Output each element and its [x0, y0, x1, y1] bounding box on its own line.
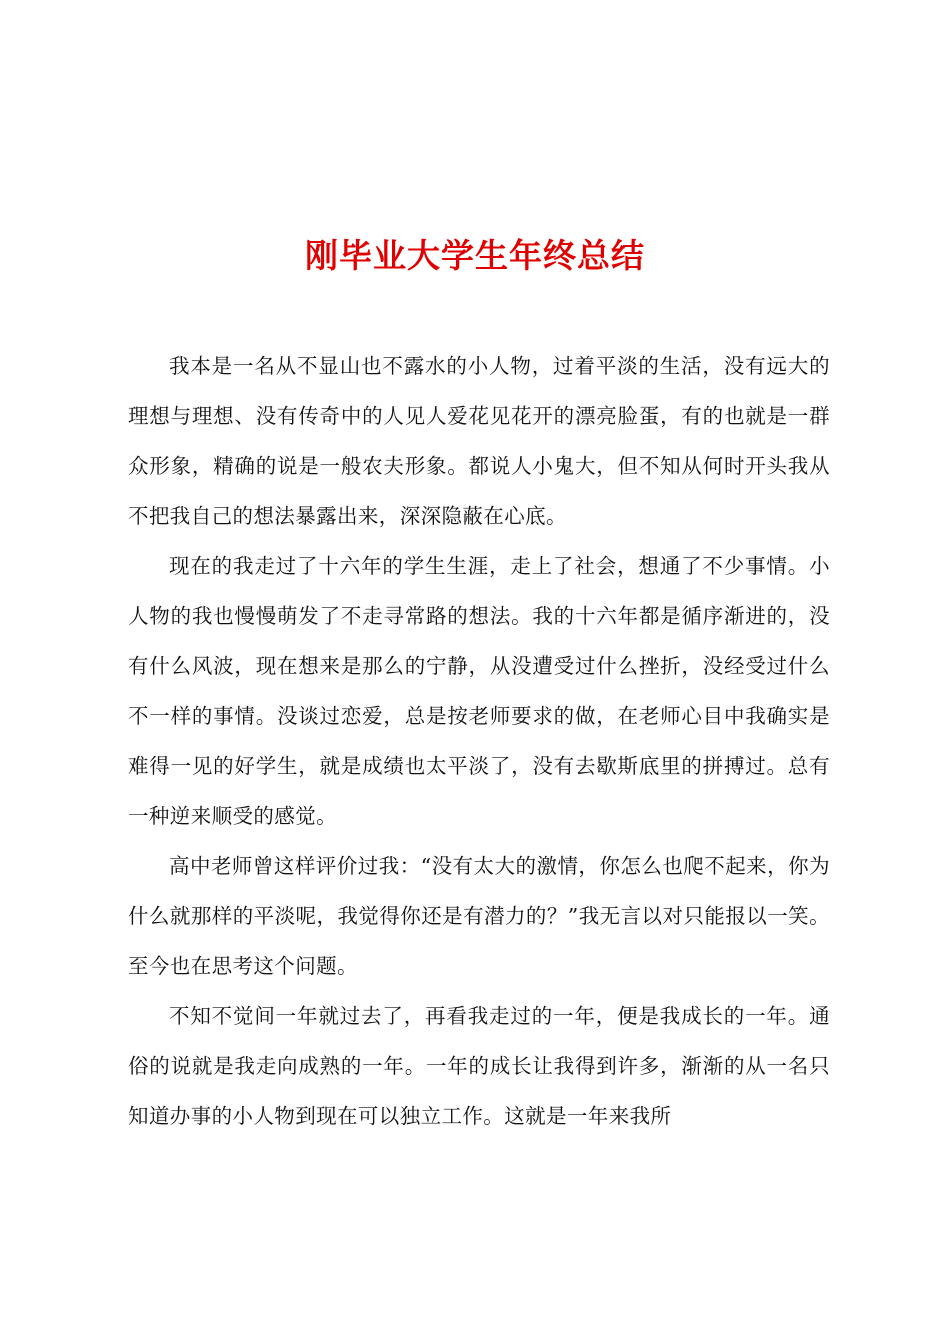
document-body	[128, 341, 830, 1141]
paragraph-4: 不知不觉间一年就过去了，再看我走过的一年，便是我成长的一年。通俗的说就是我走向成熟的一年。一年的成长让我得到许多，渐渐的从一名只知道办事的小人物到现在可以独立工作。这就是一年来我所	[128, 1004, 830, 1128]
paragraph-2: 现在的我走过了十六年的学生生涯，走上了社会，想通了不少事情。小人物的我也慢慢萌发了不走寻常路的想法。我的十六年都是循序渐进的，没有什么风波，现在想来是那么的宁静，从没遭受过什么挫折，没经受过什么不一样的事情。没谈过恋爱，总是按老师要求的做，在老师心目中我确实是难得一见的好学生，就是成绩也太平淡了，没有去歇斯底里的拼搏过。总有一种逆来顺受的感觉。	[128, 554, 830, 828]
document-title: 刚毕业大学生年终总结	[305, 236, 645, 276]
paragraph-3: 高中老师曾这样评价过我：“没有太大的激情，你怎么也爬不起来，你为什么就那样的平淡呢，我觉得你还是有潜力的？”我无言以对只能报以一笑。至今也在思考这个问题。	[128, 854, 830, 978]
paragraph-1: 我本是一名从不显山也不露水的小人物，过着平淡的生活，没有远大的理想与理想、没有传奇中的人见人爱花见花开的漂亮脸蛋，有的也就是一群众形象，精确的说是一般农夫形象。都说人小鬼大，但不知从何时开头我从不把我自己的想法暴露出来，深深隐蔽在心底。	[128, 354, 830, 528]
